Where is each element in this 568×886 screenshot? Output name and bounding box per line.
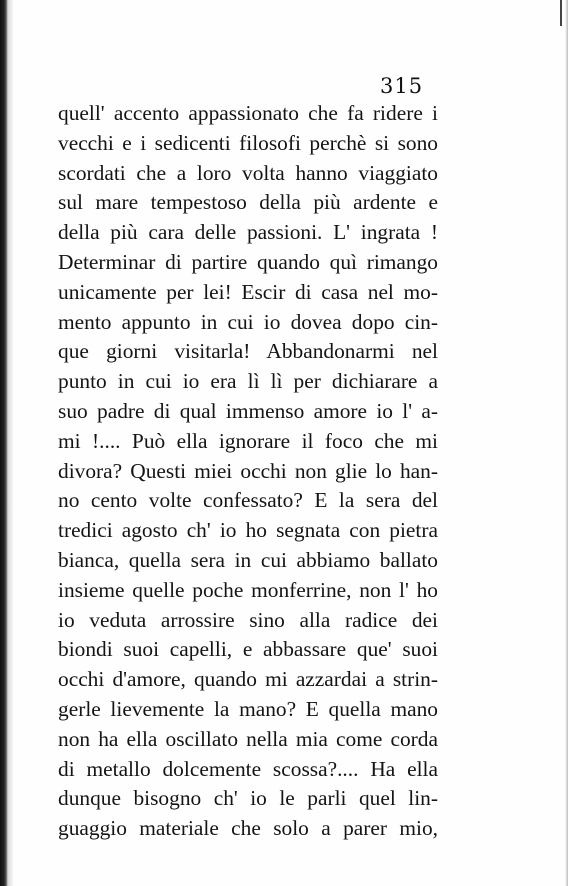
text-line: dunque bisogno ch' io le parli quel lin- [58,786,438,811]
text-line: quell' accento appassionato che fa ridere i [58,101,438,125]
text-line: gerle lievemente la mano? E quella mano [58,696,438,721]
text-line: sul mare tempestoso della più ardente e [58,190,438,215]
page-binding-edge [0,0,8,886]
text-line: no cento volte confessato? E la sera del [58,488,438,513]
text-line: suo padre di qual immenso amore io l' a- [58,398,438,423]
text-line: unicamente per lei! Escir di casa nel mo- [58,279,438,304]
text-line: di metallo dolcemente scossa?.... Ha ella [58,756,438,781]
text-line: biondi suoi capelli, e abbassare que' suoi [58,637,438,662]
text-line: vecchi e i sedicenti filosofi perchè si sono [58,130,438,155]
text-line: bianca, quella sera in cui abbiamo ballato [58,547,438,572]
text-line: divora? Questi miei occhi non glie lo han- [58,458,438,483]
body-text [58,99,438,844]
text-line: insieme quelle poche monferrine, non l' ho [58,577,438,602]
text-line: non ha ella oscillato nella mia come corda [58,726,438,751]
text-line: que giorni visitarla! Abbandonarmi nel [58,339,438,364]
text-line: punto in cui io era lì lì per dichiarare a [58,369,438,394]
edge-mark [560,0,562,26]
text-line: occhi d'amore, quando mi azzardai a strin- [58,667,438,692]
text-line: mi !.... Può ella ignorare il foco che mi [58,428,438,453]
text-line: tredici agosto ch' io ho segnata con pietra [58,518,438,543]
text-line: guaggio materiale che solo a parer mio, [58,816,438,841]
text-line: mento appunto in cui io dovea dopo cin- [58,309,438,334]
text-line: della più cara delle passioni. L' ingrata ! [58,220,438,245]
text-line: Determinar di partire quando quì rimango [58,249,438,274]
page-number: 315 [380,74,424,98]
text-line: scordati che a loro volta hanno viaggiato [58,160,438,185]
binding-shadow [8,0,14,886]
text-line: io veduta arrossire sino alla radice dei [58,607,438,632]
